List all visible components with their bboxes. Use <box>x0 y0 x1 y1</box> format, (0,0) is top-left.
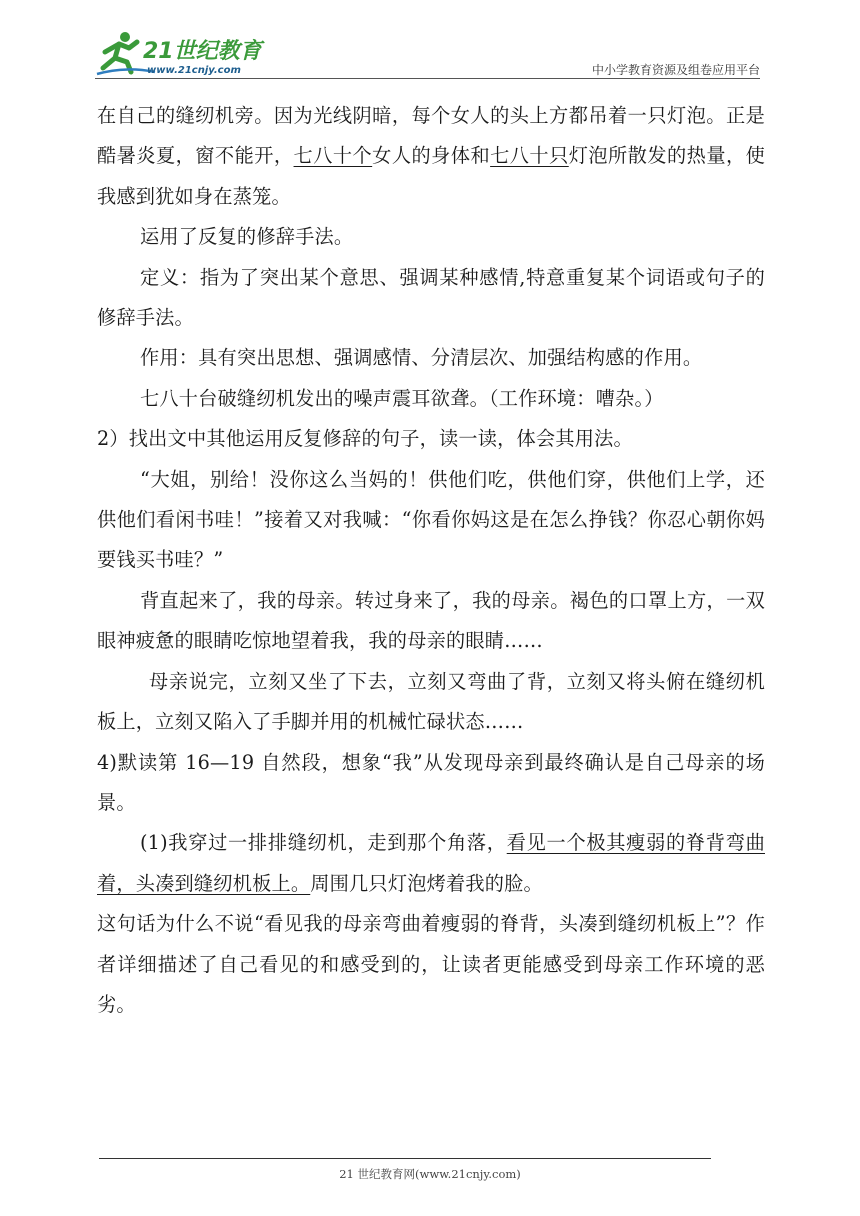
header-divider <box>95 78 760 79</box>
paragraph-2: 运用了反复的修辞手法。 <box>140 225 354 249</box>
paragraph-11: (1)我穿过一排排缝纫机，走到那个角落，看见一个极其瘦弱的脊背弯曲着，头凑到缝纫机板上。周围几只灯泡烤着我的脸。 <box>97 831 765 895</box>
paragraph-1: 在自己的缝纫机旁。因为光线阴暗，每个女人的头上方都吊着一只灯泡。正是酷暑炎夏，窗不能开，七八十个女人的身体和七八十只灯泡所散发的热量，使我感到犹如身在蒸笼。 <box>97 104 766 208</box>
paragraph-5: 七八十台破缝纫机发出的噪声震耳欲聋。（工作环境：嘈杂。） <box>140 386 664 410</box>
paragraph-definition: 定义：指为了突出某个意思、强调某种感情,特意重复某个词语或句子的修辞手法。 <box>97 265 765 330</box>
analysis-paragraph: 这句话为什么不说“看见我的母亲弯曲着瘦弱的脊背，头凑到缝纫机板上”？作者详细描述了自己看见的和感受到的，让读者更能感受到母亲工作环境的恶劣。 <box>97 912 765 1016</box>
paragraph-effect: 作用：具有突出思想、强调感情、分清层次、加强结构感的作用。 <box>140 346 703 370</box>
underlined-phrase: 七八十个 <box>293 144 373 168</box>
underlined-sentence: 看见一个极其瘦弱的脊背弯曲着，头凑到缝纫机板上。 <box>97 831 765 895</box>
logo-main-text: 21世纪教育 <box>143 39 262 64</box>
paragraph-9: 母亲说完，立刻又坐了下去，立刻又弯曲了背，立刻又将头俯在缝纫机板上，立刻又陷入了手脚并用的机械忙碌状态…… <box>97 669 765 734</box>
footer-divider <box>99 1158 711 1159</box>
question-2: 2）找出文中其他运用反复修辞的句子，读一读，体会其用法。 <box>97 427 633 451</box>
paragraph-8: 背直起来了，我的母亲。转过身来了，我的母亲。褐色的口罩上方，一双眼神疲惫的眼睛吃惊地望着我，我的母亲的眼睛…… <box>97 588 765 653</box>
platform-name: 中小学教育资源及组卷应用平台 <box>591 63 760 77</box>
quote-paragraph: “大姐，别给！没你这么当妈的！供他们吃，供他们穿，供他们上学，还供他们看闲书哇！”接着又对我喊：“你看你妈这是在怎么挣钱？你忍心朝你妈要钱买书哇？” <box>97 467 765 572</box>
underlined-phrase: 七八十只 <box>490 144 569 168</box>
logo-sub-text: www.21cnjy.com <box>147 65 241 76</box>
logo-runner-icon <box>95 28 265 78</box>
question-4: 4)默读第 16—19 自然段，想象“我”从发现母亲到最终确认是自己母亲的场景。 <box>97 750 765 814</box>
site-logo <box>95 28 265 78</box>
document-body <box>97 96 765 1025</box>
page-header <box>95 28 760 80</box>
footer-text: 21 世纪教育网(www.21cnjy.com) <box>339 1167 521 1181</box>
